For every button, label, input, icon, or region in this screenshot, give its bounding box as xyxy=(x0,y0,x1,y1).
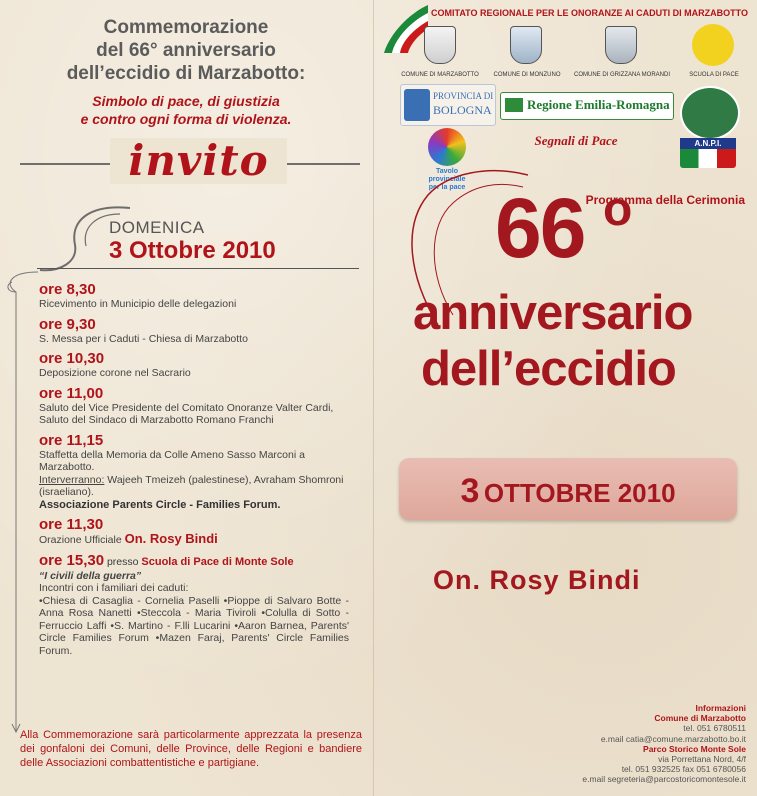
italian-flag-ribbon-icon xyxy=(380,3,430,53)
grizzana-crest-icon xyxy=(605,26,637,64)
segnali-di-pace-logo xyxy=(516,128,636,154)
segnali-label: Segnali di Pace xyxy=(534,133,618,148)
date-banner-day: 3 xyxy=(460,472,480,510)
schedule-list xyxy=(39,281,349,662)
speaker-name: On. Rosy Bindi xyxy=(433,565,641,595)
info-org-1: Comune di Marzabotto xyxy=(654,713,746,724)
schedule-time: ore 8,30 xyxy=(39,281,96,298)
logo-caption-scuola: SCUOLA DI PACE xyxy=(689,72,739,78)
tavolo-label-2: provinciale xyxy=(428,176,466,183)
association-name: Associazione Parents Circle - Families Forum. xyxy=(39,498,281,511)
speakers-line xyxy=(39,474,349,499)
schedule-item xyxy=(39,316,349,346)
subtitle-line-1: Simbolo di pace, di giustizia xyxy=(92,93,280,109)
date-banner-month-year: OTTOBRE 2010 xyxy=(483,478,676,508)
schedule-time: ore 15,30 xyxy=(39,551,105,569)
info-mail-2: e.mail segreteria@parcostoricomontesole.it xyxy=(582,774,746,785)
logo-caption-grizzana: COMUNE DI GRIZZANA MORANDI xyxy=(573,72,670,78)
monzuno-crest-icon xyxy=(510,26,542,64)
info-title: Informazioni xyxy=(695,703,746,713)
schedule-item xyxy=(39,552,349,658)
provincia-bologna-logo xyxy=(400,84,496,126)
schedule-desc: Staffetta della Memoria da Colle Ameno Sasso Marconi a Marzabotto. xyxy=(39,448,305,473)
timeline-ornament xyxy=(0,270,40,740)
schedule-desc: S. Messa per i Caduti - Chiesa di Marzabotto xyxy=(39,332,248,345)
provincia-crest-icon xyxy=(404,89,430,121)
schedule-desc xyxy=(39,533,349,547)
schedule-item xyxy=(39,516,349,547)
schedule-time: ore 11,00 xyxy=(39,384,104,402)
interverranno-label: Interverranno: xyxy=(39,473,105,486)
schedule-item xyxy=(39,281,349,311)
date-banner xyxy=(399,458,737,520)
marzabotto-crest-icon xyxy=(424,26,456,64)
schedule-item xyxy=(39,350,349,380)
info-address-2: via Porrettana Nord, 4/f xyxy=(658,754,746,765)
incontri-label: Incontri con i familiari dei caduti: xyxy=(39,582,189,594)
info-block xyxy=(486,703,746,785)
date-banner-text xyxy=(399,472,737,511)
schedule-time: ore 9,30 xyxy=(39,315,96,333)
info-tel-1: tel. 051 6780511 xyxy=(683,723,746,734)
schedule-item xyxy=(39,432,349,512)
closing-note: Alla Commemorazione sarà particolarmente apprezzata la presenza dei gonfaloni dei Comuni, delle Province, delle Regioni e bandiere delle Associazioni combattentistiche e partigiane. xyxy=(20,729,362,769)
logo-caption-monzuno: COMUNE DI MONZUNO xyxy=(493,72,561,78)
scuola-di-pace-logo-icon xyxy=(692,24,734,66)
orazione-speaker: On. Rosy Bindi xyxy=(124,531,218,546)
degree-symbol: o xyxy=(603,183,633,236)
programma-label: Programma della Cerimonia xyxy=(585,193,745,207)
anniversario-heading: anniversario xyxy=(413,286,693,340)
invito-title: invito xyxy=(110,138,287,184)
heading-line-3: dell’eccidio di Marzabotto: xyxy=(66,63,306,84)
schedule-desc: Ricevimento in Municipio delle delegazioni xyxy=(39,298,237,310)
speakers-text: Wajeeh Tmeizeh (palestinese), Avraham Shomroni (israeliano). xyxy=(39,473,344,498)
schedule-time: ore 10,30 xyxy=(39,350,105,367)
schedule-time: ore 11,30 xyxy=(39,516,104,533)
orazione-label: Orazione Ufficiale xyxy=(39,534,125,546)
big-number-66: 66 xyxy=(495,181,585,275)
provincia-label-2: BOLOGNA xyxy=(433,103,492,117)
info-tel-2: tel. 051 932525 fax 051 6780056 xyxy=(621,764,746,775)
event-day: DOMENICA xyxy=(109,218,205,237)
schedule-time: ore 11,15 xyxy=(39,431,104,449)
fold-line xyxy=(373,0,374,796)
anpi-logo xyxy=(680,138,736,168)
tavolo-wheel-icon xyxy=(428,128,466,166)
info-org-2: Parco Storico Monte Sole xyxy=(643,743,746,754)
regione-label: Regione Emilia-Romagna xyxy=(527,97,670,112)
date-rule xyxy=(37,268,359,269)
logo-caption-marzabotto: COMUNE DI MARZABOTTO xyxy=(401,72,479,78)
incontri-list: •Chiesa di Casaglia - Cornelia Paselli •Pioppe di Salvaro Botte - Anna Rosa Nanetti •Steccola - Maria Tiviroli •Colulla di Sotto - Ferruccio Laffi •S. Martino - F.lli Lucarini •Aaron Barnea, Parents' Circle Families Forum •Mazen Faraj, Parents' Circle Families Forum. xyxy=(39,594,349,657)
subtitle-line-2: e contro ogni forma di violenza. xyxy=(80,111,292,127)
presso-label: presso xyxy=(104,555,142,568)
event-date: 3 Ottobre 2010 xyxy=(109,237,276,264)
provincia-label-1: PROVINCIA DI xyxy=(433,91,494,101)
eccidio-heading: dell’eccidio xyxy=(421,342,676,396)
regione-mark-icon xyxy=(505,98,523,112)
info-mail-1: e.mail catia@comune.marzabotto.bo.it xyxy=(600,733,746,744)
schedule-item xyxy=(39,385,349,427)
schedule-desc: Saluto del Vice Presidente del Comitato Onoranze Valter Cardi, Saluto del Sindaco di Marzabotto Romano Franchi xyxy=(39,401,334,426)
heading-line-1: Commemorazione xyxy=(103,17,269,38)
heading-line-2: del 66° anniversario xyxy=(96,40,276,61)
scuola-di-pace-label: Scuola di Pace di Monte Sole xyxy=(141,555,294,568)
session-title: “I civili della guerra” xyxy=(39,569,142,582)
schedule-time-line xyxy=(39,552,349,570)
parco-monte-sole-logo-icon xyxy=(680,86,740,140)
tavolo-label-1: Tavolo xyxy=(435,168,459,175)
tavolo-label-3: per la pace xyxy=(428,184,466,191)
regione-logo xyxy=(500,92,674,120)
schedule-desc: Deposizione corone nel Sacrario xyxy=(39,367,191,379)
anpi-label: A.N.P.I. xyxy=(680,138,736,149)
comitato-title: COMITATO REGIONALE PER LE ONORANZE AI CADUTI DI MARZABOTTO xyxy=(431,8,748,18)
